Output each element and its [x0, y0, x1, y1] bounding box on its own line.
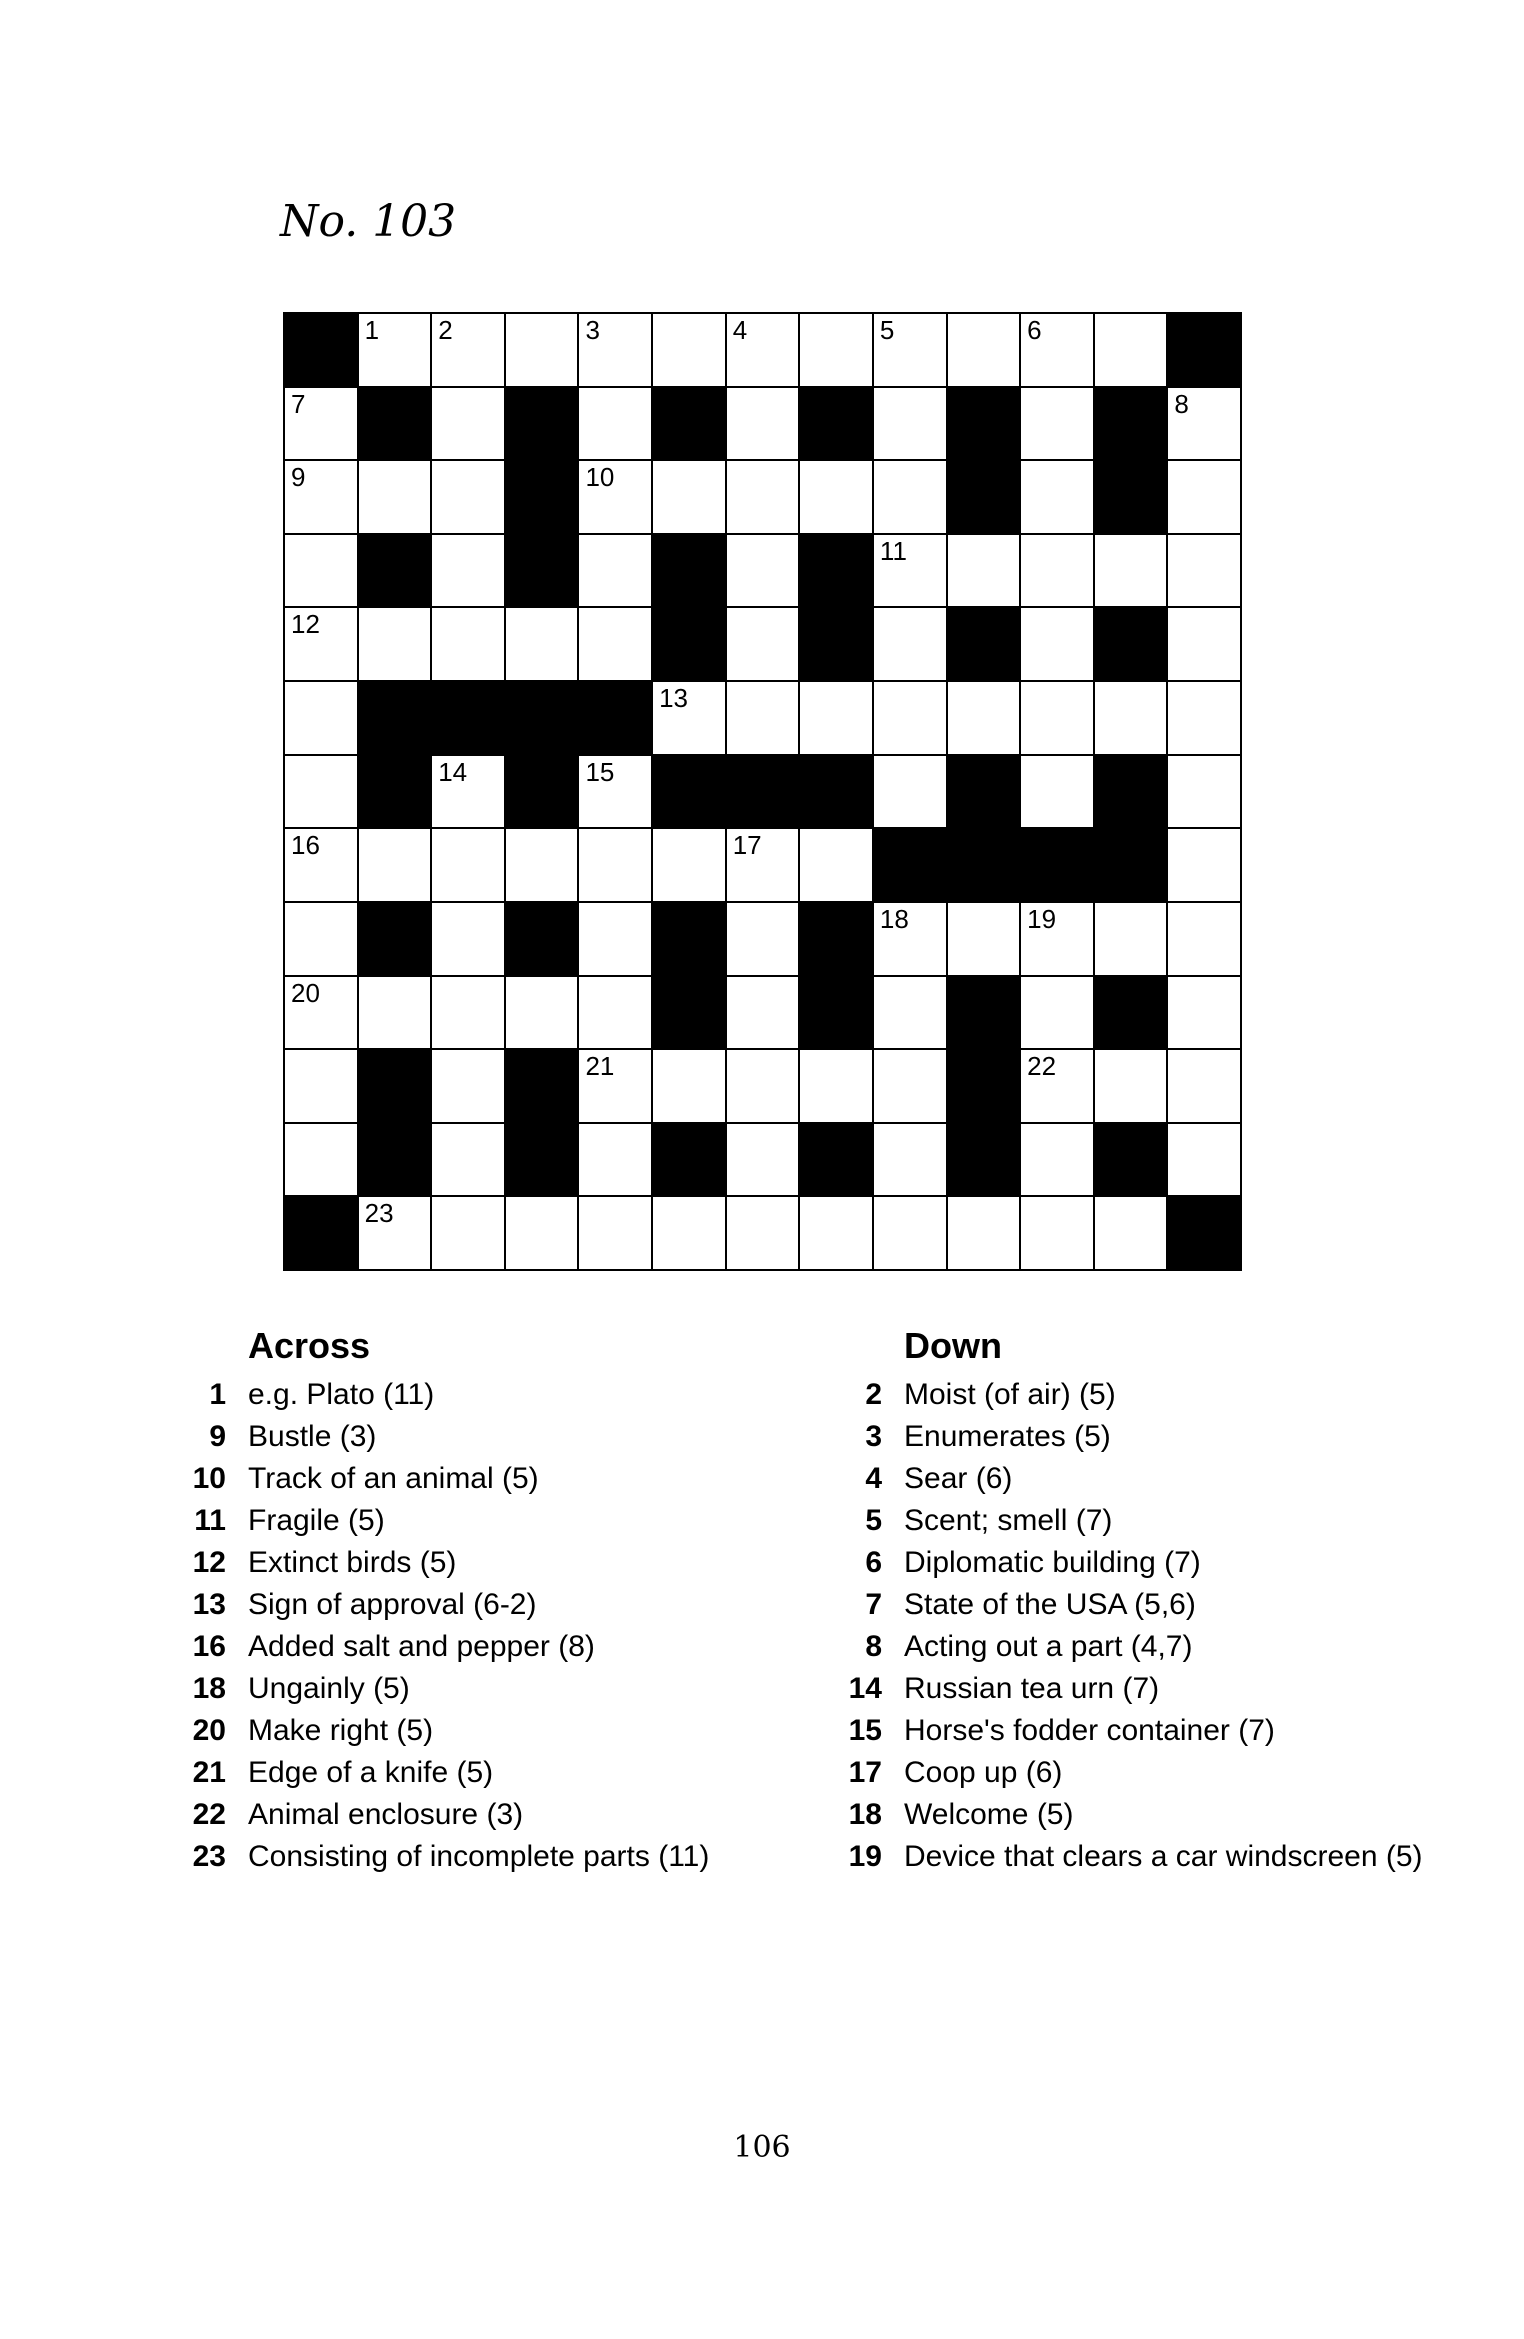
- grid-block-cell: [653, 388, 725, 460]
- grid-block-cell: [800, 608, 872, 680]
- grid-cell[interactable]: [874, 461, 946, 533]
- grid-cell-number: 6: [1027, 315, 1042, 345]
- grid-cell[interactable]: [874, 608, 946, 680]
- across-clue: [170, 1458, 810, 1500]
- grid-cell[interactable]: [874, 535, 946, 607]
- grid-cell-number: 16: [291, 830, 320, 861]
- grid-cell[interactable]: [727, 903, 799, 975]
- clue-number: 3: [865, 1420, 882, 1453]
- clue-text: Coop up (6): [904, 1756, 1063, 1789]
- grid-cell[interactable]: [1168, 829, 1240, 901]
- clue-text: Russian tea urn (7): [904, 1672, 1160, 1705]
- grid-cell[interactable]: [285, 461, 357, 533]
- clue-text: Enumerates (5): [904, 1420, 1111, 1453]
- grid-cell-number: 19: [1027, 903, 1057, 934]
- grid-cell[interactable]: [432, 314, 504, 386]
- grid-block-cell: [948, 829, 1020, 901]
- grid-cell[interactable]: [1168, 682, 1240, 754]
- down-clue: [826, 1668, 1466, 1710]
- grid-cell[interactable]: [1021, 388, 1093, 460]
- clue-text: Moist (of air) (5): [904, 1378, 1116, 1411]
- clue-text: Sear (6): [904, 1462, 1013, 1495]
- grid-block-cell: [800, 756, 872, 828]
- clue-text: Sign of approval (6-2): [248, 1588, 537, 1621]
- grid-block-cell: [359, 903, 431, 975]
- clue-text: Make right (5): [248, 1714, 434, 1747]
- grid-cell[interactable]: [579, 314, 651, 386]
- across-clue: [170, 1374, 810, 1416]
- grid-cell-number: 2: [438, 315, 453, 345]
- grid-block-cell: [800, 388, 872, 460]
- grid-block-cell: [506, 756, 578, 828]
- grid-cell[interactable]: [285, 1050, 357, 1122]
- grid-cell[interactable]: [432, 388, 504, 460]
- grid-cell[interactable]: [653, 682, 725, 754]
- grid-cell[interactable]: [1168, 388, 1240, 460]
- grid-cell[interactable]: [727, 314, 799, 386]
- clue-text: Acting out a part (4,7): [904, 1630, 1193, 1663]
- grid-cell[interactable]: [1168, 756, 1240, 828]
- across-clue: [170, 1584, 810, 1626]
- down-clue: [826, 1836, 1466, 1878]
- grid-cell[interactable]: [874, 903, 946, 975]
- grid-cell[interactable]: [285, 535, 357, 607]
- grid-cell-number: 18: [879, 903, 909, 934]
- grid-cell[interactable]: [506, 1197, 578, 1269]
- clue-number: 18: [848, 1798, 882, 1831]
- clue-text: e.g. Plato (11): [248, 1378, 435, 1411]
- grid-cell[interactable]: [1095, 1050, 1167, 1122]
- grid-block-cell: [359, 1124, 431, 1196]
- grid-cell[interactable]: [727, 1050, 799, 1122]
- clue-number: 1: [209, 1378, 226, 1411]
- grid-cell[interactable]: [579, 756, 651, 828]
- down-clue: [826, 1374, 1466, 1416]
- grid-cell[interactable]: [579, 903, 651, 975]
- clue-number: 18: [192, 1672, 226, 1705]
- grid-cell[interactable]: [1021, 977, 1093, 1049]
- grid-cell[interactable]: [727, 977, 799, 1049]
- grid-cell-number: 17: [732, 830, 762, 861]
- grid-cell[interactable]: [874, 756, 946, 828]
- grid-block-cell: [506, 1124, 578, 1196]
- grid-cell[interactable]: [579, 388, 651, 460]
- grid-cell[interactable]: [1168, 1124, 1240, 1196]
- clue-number: 11: [194, 1504, 226, 1537]
- grid-cell-number: 10: [585, 462, 615, 493]
- grid-cell[interactable]: [432, 903, 504, 975]
- clue-number: 13: [192, 1588, 226, 1621]
- clue-number: 23: [192, 1840, 226, 1873]
- grid-cell[interactable]: [1095, 903, 1167, 975]
- clue-text: Horse's fodder container (7): [904, 1714, 1275, 1747]
- grid-cell[interactable]: [653, 314, 725, 386]
- clue-number: 19: [848, 1840, 882, 1873]
- grid-cell[interactable]: [285, 388, 357, 460]
- grid-cell-number: 3: [585, 315, 600, 345]
- grid-cell[interactable]: [579, 1197, 651, 1269]
- clue-text: Welcome (5): [904, 1798, 1074, 1831]
- grid-block-cell: [653, 608, 725, 680]
- grid-cell-number: 8: [1174, 388, 1189, 419]
- grid-cell[interactable]: [432, 461, 504, 533]
- grid-cell[interactable]: [1095, 682, 1167, 754]
- grid-cell[interactable]: [432, 829, 504, 901]
- clue-text: Fragile (5): [248, 1504, 385, 1537]
- grid-cell[interactable]: [1168, 977, 1240, 1049]
- grid-cell[interactable]: [1021, 1124, 1093, 1196]
- crossword-grid: [283, 312, 1242, 1271]
- grid-cell[interactable]: [1021, 1197, 1093, 1269]
- grid-cell[interactable]: [432, 1050, 504, 1122]
- grid-block-cell: [1095, 388, 1167, 460]
- grid-cell[interactable]: [506, 314, 578, 386]
- down-clue: [826, 1500, 1466, 1542]
- across-clue: [170, 1626, 810, 1668]
- down-clue: [826, 1416, 1466, 1458]
- clue-number: 21: [192, 1756, 226, 1789]
- grid-block-cell: [800, 535, 872, 607]
- across-clue: [170, 1416, 810, 1458]
- grid-cell[interactable]: [1095, 535, 1167, 607]
- grid-cell[interactable]: [800, 1050, 872, 1122]
- grid-cell[interactable]: [727, 461, 799, 533]
- page-number: 106: [733, 2130, 791, 2165]
- clue-text: Edge of a knife (5): [248, 1756, 494, 1789]
- down-heading: Down: [904, 1325, 1002, 1366]
- grid-cell[interactable]: [579, 608, 651, 680]
- across-clue: [170, 1794, 810, 1836]
- down-clue: [826, 1752, 1466, 1794]
- down-clue: [826, 1626, 1466, 1668]
- clue-number: 9: [209, 1420, 226, 1453]
- grid-block-cell: [948, 608, 1020, 680]
- grid-block-cell: [1095, 461, 1167, 533]
- grid-cell[interactable]: [285, 1124, 357, 1196]
- grid-cell[interactable]: [727, 388, 799, 460]
- grid-block-cell: [1095, 608, 1167, 680]
- clue-text: Extinct birds (5): [248, 1546, 457, 1579]
- grid-cell-number: 7: [291, 388, 306, 419]
- grid-cell[interactable]: [432, 608, 504, 680]
- grid-cell[interactable]: [1021, 682, 1093, 754]
- grid-cell-number: 12: [291, 609, 320, 640]
- grid-block-cell: [579, 682, 651, 754]
- clue-text: Device that clears a car windscreen (5): [904, 1840, 1423, 1873]
- grid-cell[interactable]: [948, 535, 1020, 607]
- grid-cell[interactable]: [948, 314, 1020, 386]
- grid-cell-number: 4: [732, 315, 748, 345]
- across-clue: [170, 1752, 810, 1794]
- clue-text: Track of an animal (5): [248, 1462, 539, 1495]
- grid-cell[interactable]: [1021, 1050, 1093, 1122]
- grid-cell[interactable]: [432, 1124, 504, 1196]
- across-clue: [170, 1836, 810, 1878]
- grid-cell[interactable]: [727, 535, 799, 607]
- grid-cell[interactable]: [1021, 903, 1093, 975]
- grid-cell[interactable]: [948, 1197, 1020, 1269]
- grid-cell[interactable]: [874, 977, 946, 1049]
- grid-block-cell: [1095, 829, 1167, 901]
- puzzle-title: No. 103: [280, 196, 457, 247]
- grid-cell[interactable]: [1095, 314, 1167, 386]
- grid-cell[interactable]: [506, 977, 578, 1049]
- grid-cell[interactable]: [727, 1124, 799, 1196]
- grid-cell-number: 13: [659, 683, 688, 714]
- grid-cell[interactable]: [359, 1197, 431, 1269]
- down-clues: [826, 1318, 1466, 1878]
- grid-block-cell: [1095, 977, 1167, 1049]
- grid-block-cell: [874, 829, 946, 901]
- grid-cell[interactable]: [285, 756, 357, 828]
- grid-cell[interactable]: [1168, 903, 1240, 975]
- grid-block-cell: [800, 903, 872, 975]
- grid-cell[interactable]: [1021, 314, 1093, 386]
- clue-text: Animal enclosure (3): [248, 1798, 524, 1831]
- grid-block-cell: [506, 388, 578, 460]
- grid-cell[interactable]: [285, 903, 357, 975]
- grid-cell[interactable]: [1021, 756, 1093, 828]
- grid-cell[interactable]: [285, 682, 357, 754]
- grid-cell[interactable]: [1021, 461, 1093, 533]
- across-clue: [170, 1500, 810, 1542]
- grid-block-cell: [1095, 756, 1167, 828]
- clue-number: 2: [865, 1378, 882, 1411]
- grid-cell[interactable]: [359, 829, 431, 901]
- grid-cell[interactable]: [727, 682, 799, 754]
- clue-number: 17: [848, 1756, 882, 1789]
- clue-text: State of the USA (5,6): [904, 1588, 1196, 1621]
- grid-cell-number: 15: [585, 756, 615, 787]
- grid-block-cell: [653, 535, 725, 607]
- grid-block-cell: [506, 682, 578, 754]
- grid-cell[interactable]: [874, 1197, 946, 1269]
- grid-block-cell: [800, 977, 872, 1049]
- grid-block-cell: [800, 1124, 872, 1196]
- grid-cell[interactable]: [800, 829, 872, 901]
- grid-cell[interactable]: [285, 608, 357, 680]
- grid-block-cell: [285, 314, 357, 386]
- across-clue: [170, 1668, 810, 1710]
- grid-cell[interactable]: [653, 461, 725, 533]
- grid-block-cell: [359, 388, 431, 460]
- grid-cell-number: 1: [364, 315, 380, 345]
- grid-block-cell: [1021, 829, 1093, 901]
- grid-cell[interactable]: [653, 1050, 725, 1122]
- grid-cell[interactable]: [727, 1197, 799, 1269]
- grid-cell[interactable]: [579, 1124, 651, 1196]
- grid-cell[interactable]: [432, 977, 504, 1049]
- grid-cell[interactable]: [506, 829, 578, 901]
- grid-cell[interactable]: [727, 829, 799, 901]
- grid-block-cell: [948, 756, 1020, 828]
- grid-cell[interactable]: [506, 608, 578, 680]
- grid-block-cell: [506, 1050, 578, 1122]
- grid-cell-number: 21: [585, 1051, 615, 1082]
- clue-text: Added salt and pepper (8): [248, 1630, 595, 1663]
- clue-number: 7: [865, 1588, 882, 1621]
- grid-cell[interactable]: [359, 314, 431, 386]
- grid-cell-number: 9: [291, 462, 306, 493]
- grid-block-cell: [1095, 1124, 1167, 1196]
- grid-cell[interactable]: [727, 608, 799, 680]
- grid-cell[interactable]: [874, 1050, 946, 1122]
- grid-block-cell: [948, 1050, 1020, 1122]
- grid-block-cell: [948, 388, 1020, 460]
- grid-cell[interactable]: [285, 977, 357, 1049]
- grid-cell[interactable]: [800, 314, 872, 386]
- grid-cell[interactable]: [653, 829, 725, 901]
- grid-block-cell: [359, 535, 431, 607]
- grid-cell[interactable]: [1168, 608, 1240, 680]
- across-clue: [170, 1542, 810, 1584]
- grid-cell[interactable]: [579, 535, 651, 607]
- clue-number: 16: [192, 1630, 226, 1663]
- clue-text: Scent; smell (7): [904, 1504, 1113, 1537]
- grid-block-cell: [948, 1124, 1020, 1196]
- grid-cell[interactable]: [874, 388, 946, 460]
- clue-text: Consisting of incomplete parts (11): [248, 1840, 710, 1873]
- clue-number: 10: [192, 1462, 226, 1495]
- clue-text: Diplomatic building (7): [904, 1546, 1201, 1579]
- grid-cell[interactable]: [800, 461, 872, 533]
- grid-cell[interactable]: [653, 1197, 725, 1269]
- down-clue: [826, 1542, 1466, 1584]
- grid-cell[interactable]: [800, 682, 872, 754]
- grid-block-cell: [359, 756, 431, 828]
- grid-block-cell: [653, 903, 725, 975]
- grid-block-cell: [359, 1050, 431, 1122]
- grid-cell[interactable]: [359, 977, 431, 1049]
- clue-number: 15: [848, 1714, 882, 1747]
- grid-block-cell: [506, 903, 578, 975]
- across-clues: [170, 1318, 810, 1878]
- down-clue: [826, 1584, 1466, 1626]
- grid-block-cell: [1168, 314, 1240, 386]
- grid-cell[interactable]: [432, 1197, 504, 1269]
- grid-cell[interactable]: [874, 314, 946, 386]
- grid-cell[interactable]: [1021, 535, 1093, 607]
- grid-cell[interactable]: [948, 682, 1020, 754]
- clue-number: 6: [865, 1546, 882, 1579]
- grid-cell[interactable]: [1095, 1197, 1167, 1269]
- grid-cell-number: 14: [438, 756, 468, 787]
- clue-number: 4: [865, 1462, 882, 1495]
- grid-block-cell: [432, 682, 504, 754]
- grid-cell[interactable]: [874, 682, 946, 754]
- grid-cell[interactable]: [285, 829, 357, 901]
- across-clue: [170, 1710, 810, 1752]
- down-clue: [826, 1710, 1466, 1752]
- grid-block-cell: [506, 535, 578, 607]
- grid-block-cell: [948, 461, 1020, 533]
- grid-cell[interactable]: [1168, 1050, 1240, 1122]
- grid-cell[interactable]: [800, 1197, 872, 1269]
- down-clue: [826, 1794, 1466, 1836]
- clue-number: 14: [848, 1672, 882, 1705]
- grid-cell[interactable]: [948, 903, 1020, 975]
- grid-cell-number: 11: [879, 535, 907, 566]
- grid-cell[interactable]: [579, 1050, 651, 1122]
- grid-cell[interactable]: [1168, 535, 1240, 607]
- grid-cell-number: 20: [291, 977, 320, 1008]
- grid-cell[interactable]: [1021, 608, 1093, 680]
- grid-block-cell: [948, 977, 1020, 1049]
- grid-cell-number: 22: [1027, 1051, 1057, 1082]
- across-heading: Across: [248, 1325, 371, 1366]
- grid-cell[interactable]: [579, 829, 651, 901]
- clue-number: 20: [192, 1714, 226, 1747]
- down-clue: [826, 1458, 1466, 1500]
- grid-block-cell: [1168, 1197, 1240, 1269]
- grid-block-cell: [727, 756, 799, 828]
- grid-block-cell: [359, 682, 431, 754]
- grid-block-cell: [653, 756, 725, 828]
- grid-cell[interactable]: [1168, 461, 1240, 533]
- grid-block-cell: [506, 461, 578, 533]
- grid-cell-number: 23: [364, 1198, 394, 1229]
- clue-text: Bustle (3): [248, 1420, 377, 1453]
- clue-text: Ungainly (5): [248, 1672, 410, 1705]
- grid-block-cell: [653, 977, 725, 1049]
- grid-cell[interactable]: [579, 461, 651, 533]
- clue-number: 5: [865, 1504, 882, 1537]
- grid-cell[interactable]: [432, 756, 504, 828]
- clue-number: 12: [192, 1546, 226, 1579]
- grid-cell[interactable]: [874, 1124, 946, 1196]
- clue-number: 8: [865, 1630, 882, 1663]
- grid-cell[interactable]: [432, 535, 504, 607]
- grid-cell[interactable]: [579, 977, 651, 1049]
- grid-cell[interactable]: [359, 461, 431, 533]
- grid-block-cell: [653, 1124, 725, 1196]
- grid-cell[interactable]: [359, 608, 431, 680]
- grid-cell-number: 5: [879, 315, 895, 345]
- clue-number: 22: [192, 1798, 226, 1831]
- grid-block-cell: [285, 1197, 357, 1269]
